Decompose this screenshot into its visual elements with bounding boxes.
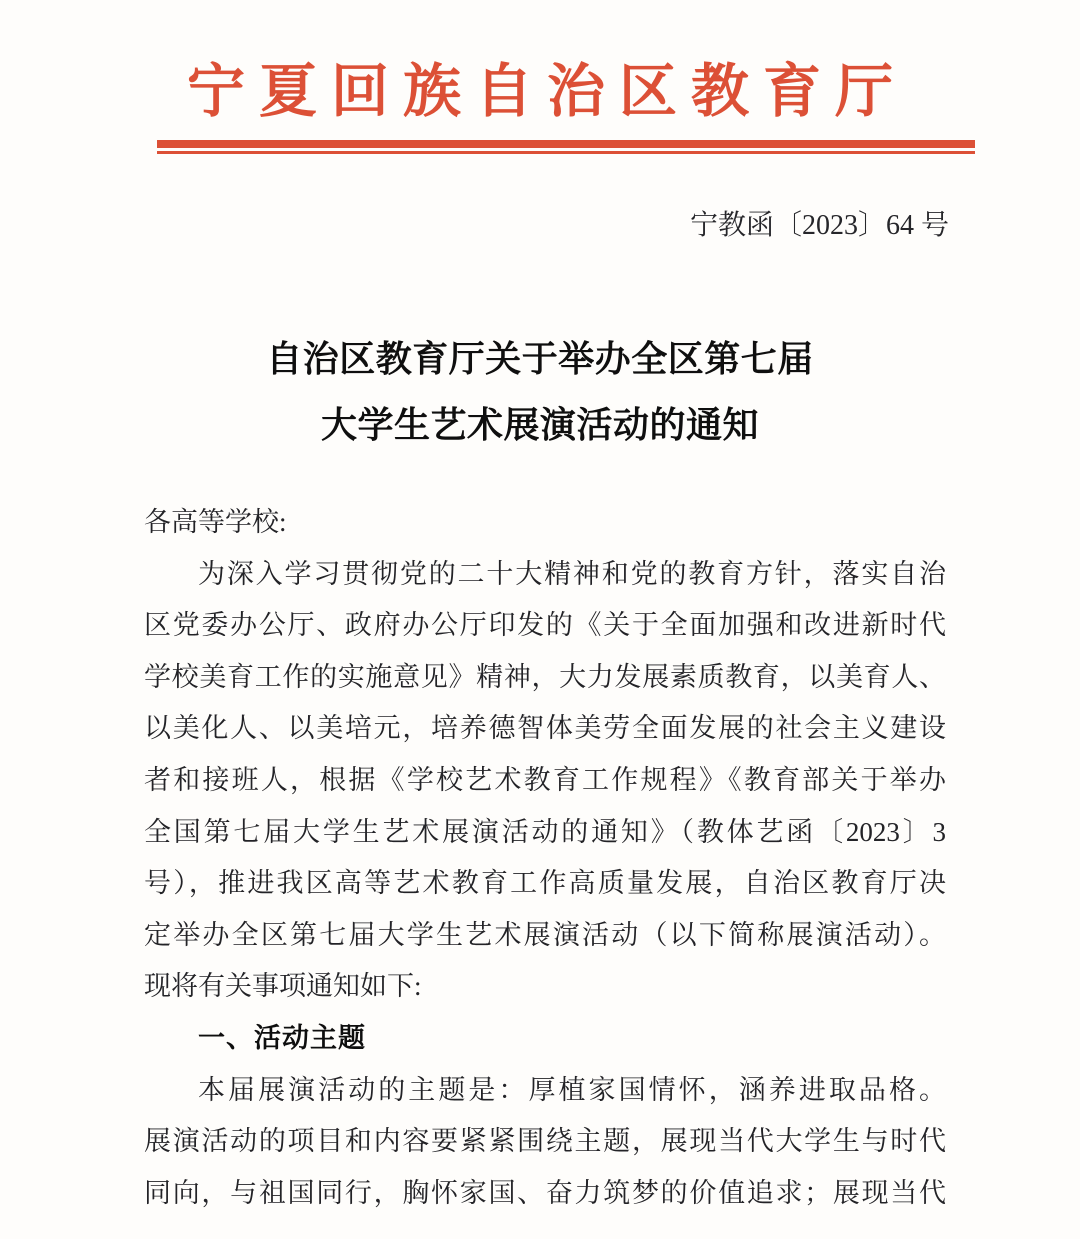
paragraph-line: 者和接班人，根据《学校艺术教育工作规程》《教育部关于举办 <box>144 764 946 795</box>
document-title <box>0 326 1080 458</box>
paragraph-line: 全国第七届大学生艺术展演活动的通知》（教体艺函〔2023〕3 <box>144 816 946 847</box>
paragraph-line: 本届展演活动的主题是：厚植家国情怀，涵养进取品格。 <box>198 1074 946 1105</box>
paragraph-line: 号），推进我区高等艺术教育工作高质量发展，自治区教育厅决 <box>144 868 946 899</box>
section-heading: 一、活动主题 <box>198 1022 366 1053</box>
paragraph-line: 区党委办公厅、政府办公厅印发的《关于全面加强和改进新时代 <box>144 610 946 641</box>
paragraph-line: 学校美育工作的实施意见》精神，大力发展素质教育，以美育人、 <box>144 661 946 692</box>
paragraph-line: 现将有关事项通知如下: <box>144 971 422 1002</box>
document-reference-number: 宁教函〔2023〕64 号 <box>689 210 949 241</box>
rule-thick-line <box>157 140 975 148</box>
document-title-line-2: 大学生艺术展演活动的通知 <box>320 405 759 445</box>
paragraph-line: 同向，与祖国同行，胸怀家国、奋力筑梦的价值追求；展现当代 <box>144 1177 946 1208</box>
paragraph-line: 展演活动的项目和内容要紧紧围绕主题，展现当代大学生与时代 <box>144 1126 946 1157</box>
paragraph-line: 为深入学习贯彻党的二十大精神和党的教育方针，落实自治 <box>198 558 946 589</box>
document-title-line-1: 自治区教育厅关于举办全区第七届 <box>266 339 814 379</box>
rule-thin-line <box>157 151 975 154</box>
document-body <box>144 497 946 1219</box>
letterhead-agency-title: 宁夏回族自治区教育厅 <box>186 59 907 124</box>
paragraph-line: 定举办全区第七届大学生艺术展演活动（以下简称展演活动）。 <box>144 919 946 950</box>
salutation: 各高等学校: <box>144 507 287 537</box>
paragraph-line: 以美化人、以美培元，培养德智体美劳全面发展的社会主义建设 <box>144 713 946 744</box>
letterhead-double-rule <box>157 140 975 154</box>
